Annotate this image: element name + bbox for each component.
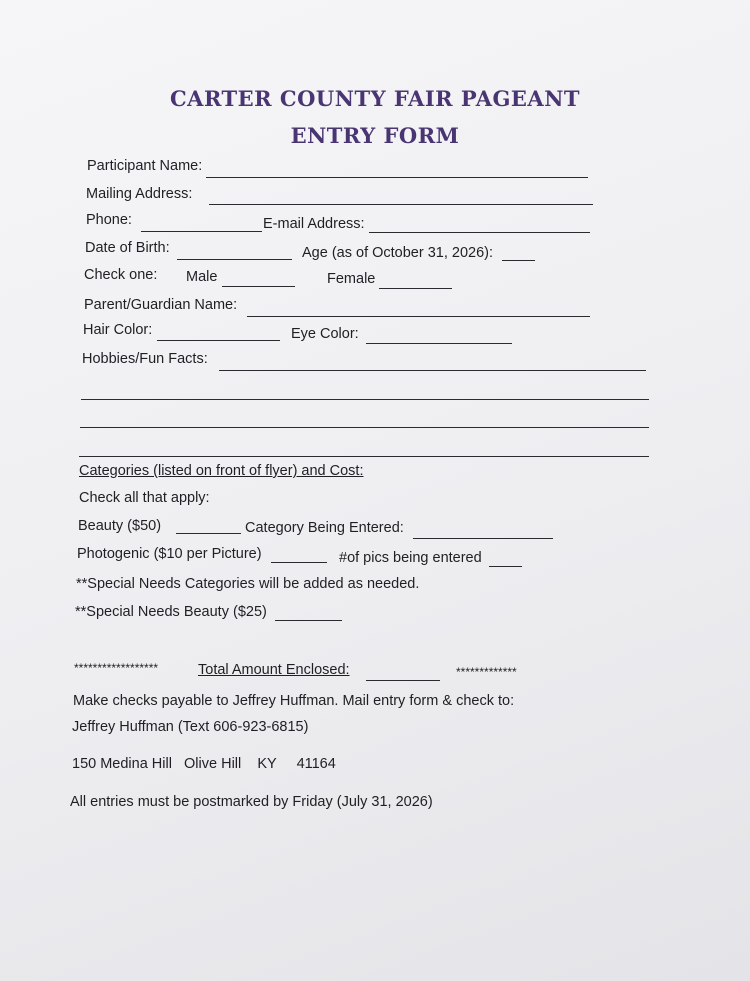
guardian-label: Parent/Guardian Name: (84, 297, 238, 313)
dob-label: Date of Birth: (85, 240, 170, 256)
age-line[interactable] (502, 260, 535, 261)
dob-line[interactable] (177, 259, 292, 260)
hobbies-line-4[interactable] (79, 456, 649, 457)
deadline-text: All entries must be postmarked by Friday (July 31, 2026) (70, 794, 433, 810)
categories-heading: Categories (listed on front of flyer) and Cost: (79, 463, 364, 479)
participant-name-line[interactable] (206, 177, 588, 178)
special-needs-note: **Special Needs Categories will be added as needed. (76, 576, 420, 592)
hair-color-label: Hair Color: (83, 322, 153, 338)
pics-entered-line[interactable] (489, 566, 522, 567)
eye-color-label: Eye Color: (291, 326, 359, 342)
email-label: E-mail Address: (263, 216, 365, 232)
special-needs-beauty-label: **Special Needs Beauty ($25) (75, 604, 267, 620)
hobbies-line-3[interactable] (80, 427, 649, 428)
age-label: Age (as of October 31, 2026): (302, 245, 494, 261)
mailing-address-line[interactable] (209, 204, 593, 205)
beauty-label: Beauty ($50) (78, 518, 162, 534)
form-subtitle: ENTRY FORM (290, 123, 460, 148)
check-one-label: Check one: (84, 267, 158, 283)
hobbies-line-1[interactable] (219, 370, 646, 371)
mailing-address-text: 150 Medina Hill Olive Hill KY 41164 (72, 756, 336, 772)
mailing-address-label: Mailing Address: (86, 186, 193, 202)
phone-line[interactable] (141, 231, 262, 232)
male-line[interactable] (222, 286, 295, 287)
male-label: Male (186, 269, 218, 285)
form-title: CARTER COUNTY FAIR PAGEANT (169, 86, 581, 111)
hobbies-label: Hobbies/Fun Facts: (82, 351, 208, 367)
total-label: Total Amount Enclosed: (198, 662, 350, 678)
contact-text: Jeffrey Huffman (Text 606-923-6815) (72, 719, 309, 735)
category-entered-label: Category Being Entered: (245, 520, 404, 536)
hair-color-line[interactable] (157, 340, 280, 341)
special-needs-beauty-line[interactable] (275, 620, 342, 621)
pics-entered-label: #of pics being entered (339, 550, 482, 566)
total-line[interactable] (366, 680, 440, 681)
email-line[interactable] (369, 232, 590, 233)
stars-left: ****************** (74, 661, 159, 675)
beauty-line[interactable] (176, 533, 241, 534)
photogenic-line[interactable] (271, 562, 327, 563)
participant-name-label: Participant Name: (87, 158, 203, 174)
female-label: Female (327, 271, 376, 287)
checks-payable-text: Make checks payable to Jeffrey Huffman. Mail entry form & check to: (73, 693, 515, 709)
female-line[interactable] (379, 288, 452, 289)
stars-right: ************* (456, 665, 517, 679)
category-entered-line[interactable] (413, 538, 553, 539)
check-all-label: Check all that apply: (79, 490, 210, 506)
guardian-line[interactable] (247, 316, 590, 317)
phone-label: Phone: (86, 212, 132, 228)
eye-color-line[interactable] (366, 343, 512, 344)
photogenic-label: Photogenic ($10 per Picture) (77, 546, 262, 562)
hobbies-line-2[interactable] (81, 399, 649, 400)
